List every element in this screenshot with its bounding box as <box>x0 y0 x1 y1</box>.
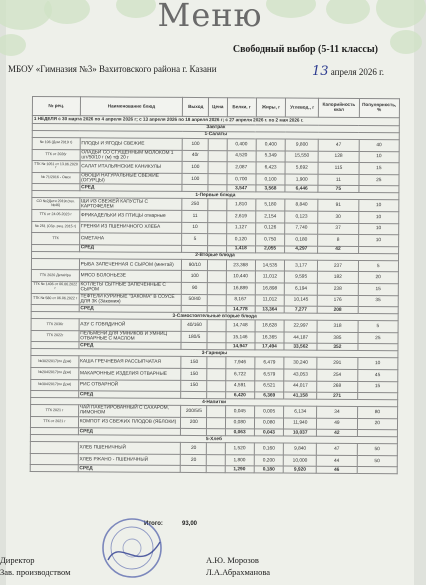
section-title-row-cell: 1-Первые блюда <box>32 191 399 200</box>
table-cell: 100 <box>183 138 209 150</box>
table-cell: 150 <box>181 357 207 369</box>
table-cell: 150 <box>181 380 207 392</box>
table-cell: 45 <box>357 369 397 381</box>
table-cell: 5,180 <box>256 199 285 211</box>
table-cell <box>207 406 225 418</box>
table-cell: 33,562 <box>284 343 317 350</box>
table-cell: 6,579 <box>255 369 284 381</box>
table-cell: № 106 (Дом 2019 г) <box>32 138 80 150</box>
table-cell: 4,591 <box>225 380 254 392</box>
table-cell: 352 <box>317 344 357 351</box>
table-cell: 9,800 <box>285 139 318 151</box>
table-cell: 2,087 <box>227 162 256 174</box>
table-cell: 176 <box>317 295 357 307</box>
table-cell <box>207 368 225 380</box>
table-cell: 50 <box>357 444 397 456</box>
school-name: МБОУ «Гимназия №3» Вахитовского района г. Казани <box>8 64 217 74</box>
table-cell: 5 <box>182 234 208 246</box>
table-cell: 11,012 <box>255 271 284 283</box>
table-cell: 3,547 <box>226 185 255 192</box>
table-cell <box>30 465 78 472</box>
table-cell: КОМПОТ ИЗ СВЕЖИХ ПЛОДОВ (ЯБЛОКИ) <box>78 416 181 428</box>
table-cell: №304/2017(по Дом) <box>31 379 79 391</box>
table-cell: 100 <box>182 271 208 283</box>
table-cell: 25 <box>359 174 399 186</box>
table-cell: 208 <box>317 306 357 313</box>
table-cell: 40/160 <box>182 320 208 332</box>
table-cell: ТТК от 2026г <box>32 149 80 161</box>
production-label: Зав. производством <box>0 567 71 577</box>
column-header: Жиры, г <box>256 98 285 117</box>
table-cell: ПЕЛЬМЕНИ ДЛЯ УМНИКОВ И УМНИЦ ОТВАРНЫЕ С МАСЛОМ <box>79 331 182 343</box>
table-cell: 0,100 <box>256 174 285 186</box>
table-cell: 47 <box>317 444 357 456</box>
table-cell: СРЕД <box>80 184 183 192</box>
table-cell: 5,692 <box>285 162 318 174</box>
table-cell: 2,619 <box>226 211 255 223</box>
section-title-row-cell: 2-Вторые блюда <box>32 251 399 260</box>
table-cell: ТТК № 1051 от 13.06.2020 г <box>32 161 80 173</box>
table-cell: 6,369 <box>255 392 284 399</box>
table-cell: ТТК 2036г <box>31 319 79 331</box>
column-header: Популярность, % <box>359 98 400 117</box>
table-cell: 100 <box>182 173 208 185</box>
table-cell: 1,810 <box>226 199 255 211</box>
table-cell: 7,740 <box>285 223 318 235</box>
table-cell: 180/5 <box>181 331 207 343</box>
table-cell: 44,187 <box>284 332 317 344</box>
table-cell <box>30 442 78 454</box>
table-cell: 3,568 <box>256 185 285 192</box>
section-title-row-cell: 5-Хлеб <box>30 435 397 444</box>
menu-table-wrapper <box>29 96 400 522</box>
table-cell: 11 <box>318 174 358 186</box>
table-cell: 14,947 <box>225 343 254 350</box>
table-cell: 4,297 <box>285 246 318 253</box>
table-cell: 10 <box>358 200 398 212</box>
table-cell: 10 <box>358 223 398 235</box>
table-cell: 5,349 <box>256 150 285 162</box>
column-header: № рец. <box>32 97 80 116</box>
table-cell <box>30 453 78 465</box>
table-cell: ТТК № 1406 от 06.06.2022 г <box>31 281 79 293</box>
table-cell: СРЕД <box>79 305 182 313</box>
table-cell: № 251 (Сбр. рец. 2015 г) <box>32 221 80 233</box>
table-cell <box>207 357 225 369</box>
table-cell: 15,550 <box>285 151 318 163</box>
production-name: Л.А.Абрахманова <box>206 567 271 577</box>
table-cell: 6,479 <box>255 357 284 369</box>
table-cell: 16,889 <box>226 283 255 295</box>
table-cell <box>208 139 226 151</box>
table-cell: ХЛЕБ РЖАНО - ПШЕНИЧНЫЙ <box>78 454 181 466</box>
column-header: Цена <box>209 98 227 117</box>
table-cell <box>208 222 226 234</box>
table-cell: 100 <box>182 162 208 174</box>
table-cell: 7,946 <box>225 357 254 369</box>
table-cell <box>208 150 226 162</box>
table-cell <box>208 259 226 271</box>
table-cell: 6,423 <box>256 162 285 174</box>
table-cell: 0,400 <box>227 139 256 151</box>
table-cell: 10 <box>358 235 398 247</box>
table-cell: 20 <box>181 454 207 466</box>
menu-date <box>312 64 384 79</box>
table-cell: 34 <box>317 406 357 418</box>
table-cell: 2,055 <box>255 246 284 253</box>
table-cell: 30,240 <box>284 357 317 369</box>
table-cell: 10 <box>182 222 208 234</box>
table-cell: 8,840 <box>285 199 318 211</box>
table-header-row <box>32 97 399 118</box>
table-cell: 75 <box>318 186 358 193</box>
table-cell: 0,043 <box>254 429 283 436</box>
table-cell <box>208 234 226 246</box>
table-cell: РИС ОТВАРНОЙ <box>78 379 181 391</box>
table-cell: 1,800 <box>225 455 254 467</box>
section-total-row <box>30 465 397 474</box>
date-day: 13 <box>311 64 329 79</box>
table-cell: СРЕД <box>78 428 181 436</box>
table-cell: 20 <box>358 272 398 284</box>
section-title-row-cell: Завтрак <box>32 124 399 133</box>
table-cell: ТТК 2022г <box>31 330 79 342</box>
table-cell: 6,134 <box>284 406 317 418</box>
table-cell <box>208 199 226 211</box>
table-cell: 90/10 <box>182 259 208 271</box>
table-cell: 20 <box>357 418 397 430</box>
table-cell: 44,017 <box>284 381 317 393</box>
table-cell: 10,145 <box>284 295 317 307</box>
table-cell: 15,146 <box>225 331 254 343</box>
table-cell: 0,120 <box>226 234 255 246</box>
table-cell: 1,900 <box>285 174 318 186</box>
table-cell: ТТК <box>32 233 80 245</box>
page-title: Меню <box>157 0 263 34</box>
table-cell: 0,123 <box>285 211 318 223</box>
table-cell: 2,154 <box>256 211 285 223</box>
table-cell: 10 <box>357 358 397 370</box>
table-cell: 6,722 <box>225 369 254 381</box>
week-note-row-cell: 1 НЕДЕЛЯ с 30 марта 2026 по 4 апреля 2026 г; с 13 апреля 2026 по 18 апреля 2026 г; с 27 апреля 2026 г. по 2 мая 2026 г. <box>32 116 399 126</box>
director-label: Директор <box>0 555 35 565</box>
table-cell: 10 <box>359 151 399 163</box>
table-cell <box>208 173 226 185</box>
table-cell: 200/5/5 <box>181 406 207 418</box>
stamp-seal <box>100 516 164 580</box>
table-cell: ГРЕНКИ ИЗ ПШЕНИЧНОГО ХЛЕБА <box>79 221 182 233</box>
table-cell <box>207 331 225 343</box>
table-cell: 0,180 <box>285 234 318 246</box>
table-cell: ЩИ ИЗ СВЕЖЕЙ КАПУСТЫ С КАРТОФЕЛЕМ <box>80 198 183 210</box>
table-cell: ТТК 2021 г <box>31 405 79 417</box>
table-cell: МЯСО БОЛОНЬЕЗЕ <box>79 270 182 282</box>
table-cell: 5 <box>358 321 398 333</box>
table-cell <box>207 380 225 392</box>
table-cell: 14,535 <box>255 260 284 272</box>
table-cell: 11,940 <box>284 418 317 430</box>
table-cell: 9,920 <box>283 467 316 474</box>
table-cell: 91 <box>318 200 358 212</box>
table-cell: 237 <box>318 260 358 272</box>
table-cell: 254 <box>317 369 357 381</box>
table-cell: 6,521 <box>255 380 284 392</box>
table-cell: ТТК 2020 ДетиИра <box>31 270 79 282</box>
table-cell: ТТК от 2021 г <box>30 416 78 428</box>
table-cell: ТЕФТЕЛИ КУРИНЫЕ "ЗАКОМА" В СОУСЕ ДЛЯ 3К (Закомия) <box>79 293 182 305</box>
column-header: Углевод., г <box>286 98 319 117</box>
table-cell: 23,368 <box>226 259 255 271</box>
table-cell: 17,494 <box>255 343 284 350</box>
table-cell <box>181 466 207 473</box>
table-cell: СМЕТАНА <box>79 233 182 245</box>
table-cell: 42 <box>317 430 357 437</box>
table-cell: 115 <box>318 162 358 174</box>
table-cell <box>207 417 225 429</box>
table-cell: 41,158 <box>284 392 317 399</box>
table-cell: 14,778 <box>226 306 255 313</box>
total-value: 93,00 <box>182 521 198 527</box>
table-cell: 15 <box>357 381 397 393</box>
table-cell: 18,628 <box>255 320 284 332</box>
table-cell: 43,053 <box>284 369 317 381</box>
table-cell: ПЛОДЫ И ЯГОДЫ СВЕЖИЕ <box>80 138 183 150</box>
table-cell: 250 <box>182 199 208 211</box>
table-cell: 15 <box>358 283 398 295</box>
table-cell: 6,420 <box>225 392 254 399</box>
table-cell <box>207 294 225 306</box>
table-cell: ОВОЩИ НАТУРАЛЬНЫЕ СВЕЖИЕ (ОГУРЦЫ) <box>80 173 183 185</box>
table-cell: 50/40 <box>182 294 208 306</box>
table-cell: 13,364 <box>255 306 284 313</box>
column-header: Калорийность ккал <box>319 98 359 117</box>
table-cell: 35 <box>358 295 398 307</box>
table-cell: 0,005 <box>254 406 283 418</box>
table-cell: 318 <box>317 320 357 332</box>
table-cell: 1,290 <box>225 466 254 473</box>
table-cell: СРЕД <box>79 342 182 350</box>
table-cell <box>206 443 224 455</box>
column-header: Наименование блюд <box>80 97 183 117</box>
table-cell: 0,700 <box>226 173 255 185</box>
table-cell: 50 <box>357 455 397 467</box>
section-title-row-cell: 3-Самостоятельные вторые блюда <box>31 312 398 321</box>
table-cell: ФРИКАДЕЛЬКИ ИЗ ПТИЦЫ отварные <box>79 210 182 222</box>
table-cell <box>208 271 226 283</box>
section-subtitle-row-cell: 1-Салаты <box>32 131 399 140</box>
table-cell: 37 <box>318 223 358 235</box>
table-cell <box>207 283 225 295</box>
table-cell <box>208 162 226 174</box>
table-cell: 22,997 <box>284 320 317 332</box>
table-cell: 0,063 <box>225 429 254 436</box>
table-cell: 5 <box>358 260 398 272</box>
table-cell <box>31 258 79 270</box>
table-cell: САЛАТ ИТАЛЬЯНСКИЕ КАНИКУЛЫ <box>80 161 183 173</box>
table-cell: 8,167 <box>226 294 255 306</box>
table-cell: 291 <box>317 358 357 370</box>
table-cell: 3,177 <box>285 260 318 272</box>
table-cell: 0,045 <box>225 406 254 418</box>
table-cell: 1,418 <box>226 245 255 252</box>
table-cell: 42 <box>318 246 358 253</box>
table-cell: 0,126 <box>256 222 285 234</box>
table-cell <box>206 466 224 473</box>
section-title-row-cell: 3-Гарниры <box>31 349 398 358</box>
table-cell: 6,194 <box>285 283 318 295</box>
table-cell: АЗУ С ГОВЯДИНОЙ <box>79 319 182 331</box>
table-cell: 25 <box>358 332 398 344</box>
table-cell: 4,520 <box>227 150 256 162</box>
column-header: Выход <box>183 97 209 116</box>
table-cell: 150 <box>181 368 207 380</box>
table-cell: 10,000 <box>283 455 316 467</box>
table-cell: 9,595 <box>285 271 318 283</box>
table-cell: 0,160 <box>254 443 283 455</box>
table-cell <box>357 467 397 474</box>
table-cell: 8 <box>318 234 358 246</box>
table-cell: 47 <box>318 139 358 151</box>
table-cell: СРЕД <box>78 465 181 473</box>
table-cell: 11,012 <box>255 294 284 306</box>
table-body <box>30 116 399 475</box>
table-cell: 238 <box>318 283 358 295</box>
table-cell: 0,180 <box>254 466 283 473</box>
table-cell: 40г <box>183 150 209 162</box>
table-cell: РЫБА ЗАПЕЧЕННАЯ С СЫРОМ (минтай) <box>79 259 182 271</box>
section-title-row-cell: 4-Напитки <box>31 398 398 407</box>
table-cell: 128 <box>318 151 358 163</box>
table-cell: 15 <box>359 163 399 175</box>
director-name: А.Ю. Морозов <box>206 555 259 565</box>
table-cell: ХЛЕБ ПШЕНИЧНЫЙ <box>78 442 181 454</box>
table-cell: СРЕД <box>78 391 181 399</box>
table-cell: 0,750 <box>255 234 284 246</box>
table-cell: 0,400 <box>256 139 285 151</box>
table-cell: 385 <box>317 332 357 344</box>
table-cell: 10,037 <box>284 429 317 436</box>
total-label: Итого: <box>144 521 163 527</box>
table-cell: 6,446 <box>285 185 318 192</box>
table-cell: 49 <box>317 418 357 430</box>
table-cell: СО №2Дети 2019г.(тех.№46) <box>32 198 80 210</box>
table-cell: №204/2017(по Дом) <box>31 367 79 379</box>
table-cell: 10,440 <box>226 271 255 283</box>
table-cell: 0,080 <box>225 417 254 429</box>
table-cell <box>206 454 224 466</box>
table-cell: ТТК от 24.05.2023 г <box>32 209 80 221</box>
table-cell: 9,840 <box>284 443 317 455</box>
table-cell <box>207 320 225 332</box>
table-cell: 0,080 <box>254 418 283 430</box>
table-cell: 80 <box>357 407 397 419</box>
table-cell <box>208 211 226 223</box>
table-cell: 10 <box>358 211 398 223</box>
table-cell: СРЕД <box>79 245 182 253</box>
table-cell: 182 <box>318 272 358 284</box>
table-cell: МАКАРОННЫЕ ИЗДЕЛИЯ ОТВАРНЫЕ <box>78 368 181 380</box>
table-cell: 14,748 <box>226 320 255 332</box>
table-cell: 271 <box>317 392 357 399</box>
table-cell: КАША ГРЕЧНЕВАЯ РАССЫПЧАТАЯ <box>79 356 182 368</box>
menu-subtitle: Свободный выбор (5-11 классы) <box>232 44 378 55</box>
menu-table <box>30 96 400 475</box>
table-cell: 20 <box>181 443 207 455</box>
table-cell: 7,277 <box>284 306 317 313</box>
table-cell: 44 <box>316 455 356 467</box>
table-cell: 1,520 <box>225 443 254 455</box>
table-cell: 16,898 <box>255 283 284 295</box>
date-month-year: апреля 2026 г. <box>330 67 384 77</box>
table-cell: 1,127 <box>226 222 255 234</box>
table-cell: 0,200 <box>254 455 283 467</box>
table-cell: 40 <box>359 139 399 151</box>
leaf-decoration <box>0 34 26 56</box>
table-cell: ОЛАДЬИ СО СГУЩЕННЫМ МОЛОКОМ 1 шт/50/10 г (м) тф 20 г <box>80 149 183 161</box>
table-cell: 200 <box>181 417 207 429</box>
column-header: Белки, г <box>227 98 256 117</box>
table-cell: 268 <box>317 381 357 393</box>
table-cell: ТТК № 580 от 06.06.2022 г <box>31 293 79 305</box>
table-cell: 46 <box>316 467 356 474</box>
table-cell: 16,365 <box>255 332 284 344</box>
table-cell: ЧАЙ ПАКЕТИРОВАННЫЙ С САХАРОМ, ЛИМОНОМ <box>78 405 181 417</box>
table-cell: № 71/2016 - Омск <box>32 172 80 184</box>
table-cell: КОТЛЕТЫ СЫТНЫЕ ЗАПЕЧЕННЫЕ С СЫРОМ <box>79 282 182 294</box>
table-cell: 30 <box>318 211 358 223</box>
table-cell: №302/2017(по Дом) <box>31 356 79 368</box>
table-cell: 11 <box>182 210 208 222</box>
table-cell: 90 <box>182 282 208 294</box>
